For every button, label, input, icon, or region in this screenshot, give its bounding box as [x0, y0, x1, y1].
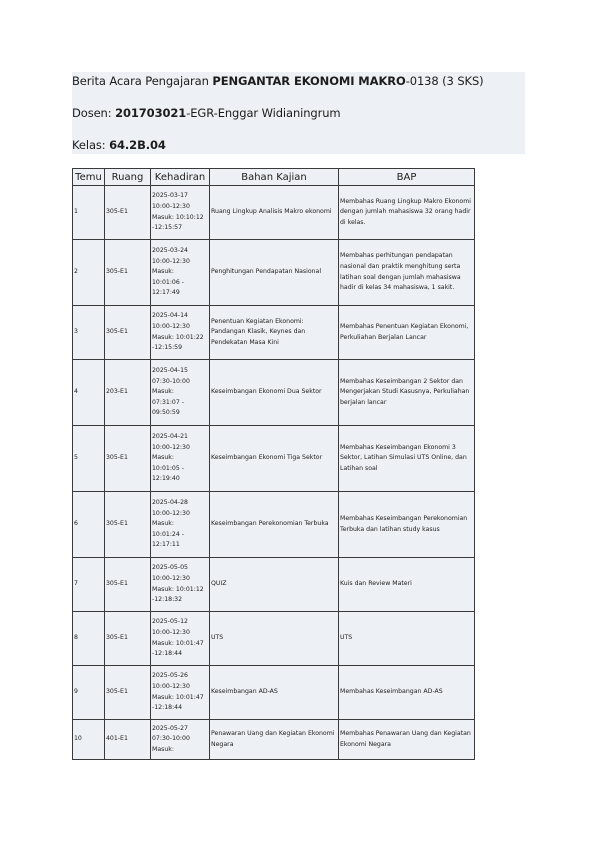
cell-kehadiran [151, 186, 210, 240]
cell-ruang: 305-E1 [105, 558, 151, 612]
cell-kehadiran [151, 612, 210, 666]
col-header-temu: Temu [73, 169, 105, 186]
kehadiran-line: 07:31:07 - [152, 398, 184, 406]
cell-bahan-kajian: Keseimbangan Ekonomi Dua Sektor [210, 360, 339, 426]
cell-bap: Membahas Ruang Lingkup Makro Ekonomi dengan jumlah mahasiswa 32 orang hadir di kelas. [339, 186, 475, 240]
kehadiran-line: 12:17:11 [152, 541, 180, 549]
table-row [73, 240, 475, 306]
cell-temu: 9 [73, 666, 105, 720]
col-header-kehadiran: Kehadiran [151, 169, 210, 186]
kehadiran-line: 10:00-12:30 [152, 574, 190, 582]
document-header [72, 72, 525, 154]
cell-bahan-kajian: Penentuan Kegiatan Ekonomi: Pandangan Klasik, Keynes dan Pendekatan Masa Kini [210, 306, 339, 360]
col-header-bahan-kajian: Bahan Kajian [210, 169, 339, 186]
col-header-ruang: Ruang [105, 169, 151, 186]
cell-temu: 8 [73, 612, 105, 666]
cell-ruang: 305-E1 [105, 492, 151, 558]
cell-temu: 3 [73, 306, 105, 360]
cell-temu: 10 [73, 720, 105, 760]
cell-temu: 1 [73, 186, 105, 240]
kehadiran-line: Masuk: 10:01:12 [152, 585, 204, 593]
title-line [72, 74, 484, 88]
course-name: PENGANTAR EKONOMI MAKRO [212, 74, 406, 88]
kehadiran-line: 10:00-12:30 [152, 682, 190, 690]
kehadiran-line: 10:01:06 - [152, 278, 184, 286]
col-header-bap: BAP [339, 169, 475, 186]
table-header-row [73, 169, 475, 186]
kehadiran-line: 10:00-12:30 [152, 443, 190, 451]
cell-temu: 2 [73, 240, 105, 306]
kehadiran-line: Masuk: 10:01:22 [152, 333, 204, 341]
cell-kehadiran [151, 558, 210, 612]
cell-bahan-kajian: Keseimbangan Perekonomian Terbuka [210, 492, 339, 558]
cell-bahan-kajian: Keseimbangan Ekonomi Tiga Sektor [210, 426, 339, 492]
table-row [73, 612, 475, 666]
cell-bap: Membahas Penentuan Kegiatan Ekonomi, Perkuliahan Berjalan Lancar [339, 306, 475, 360]
kehadiran-line: Masuk: 10:01:47 [152, 639, 204, 647]
kehadiran-line: 12:19:40 [152, 475, 180, 483]
class-label: Kelas: [72, 138, 110, 152]
table-row [73, 306, 475, 360]
kehadiran-line: Masuk: [152, 454, 174, 462]
kehadiran-line: 2025-05-05 [152, 564, 188, 572]
kehadiran-line: 2025-04-15 [152, 367, 188, 375]
kehadiran-line: 10:01:05 - [152, 464, 184, 472]
cell-bap: UTS [339, 612, 475, 666]
cell-bap: Membahas Keseimbangan 2 Sektor dan Mengerjakan Studi Kasusnya, Perkuliahan berjalan lancar [339, 360, 475, 426]
kehadiran-line: 10:00-12:30 [152, 628, 190, 636]
table-row [73, 492, 475, 558]
cell-kehadiran [151, 360, 210, 426]
table-row [73, 186, 475, 240]
cell-temu: 4 [73, 360, 105, 426]
cell-ruang: 305-E1 [105, 306, 151, 360]
cell-kehadiran [151, 492, 210, 558]
kehadiran-line: -12:15:57 [152, 224, 183, 232]
cell-ruang: 203-E1 [105, 360, 151, 426]
title-prefix: Berita Acara Pengajaran [72, 74, 213, 88]
kehadiran-line: 10:00-12:30 [152, 509, 190, 517]
kehadiran-line: 2025-04-21 [152, 433, 188, 441]
kehadiran-line: 07:30-10:00 [152, 377, 190, 385]
kehadiran-line: -12:18:44 [152, 704, 183, 712]
kehadiran-line: Masuk: [152, 268, 174, 276]
cell-kehadiran [151, 720, 210, 760]
cell-bahan-kajian: Penghitungan Pendapatan Nasional [210, 240, 339, 306]
kehadiran-line: Masuk: 10:10:12 [152, 213, 204, 221]
kehadiran-line: 2025-05-27 [152, 724, 188, 732]
kehadiran-line: -12:18:32 [152, 596, 183, 604]
kehadiran-line: 2025-05-26 [152, 672, 188, 680]
kehadiran-line: -12:15:59 [152, 344, 183, 352]
cell-bap: Membahas Penawaran Uang dan Kegiatan Ekonomi Negara [339, 720, 475, 760]
lecturer-id: 201703021 [115, 106, 187, 120]
kehadiran-line: 2025-03-24 [152, 247, 188, 255]
cell-ruang: 305-E1 [105, 240, 151, 306]
attendance-table [72, 168, 475, 760]
cell-temu: 6 [73, 492, 105, 558]
cell-kehadiran [151, 426, 210, 492]
table-row [73, 720, 475, 760]
kehadiran-line: 09:50:59 [152, 409, 180, 417]
cell-kehadiran [151, 240, 210, 306]
class-line [72, 138, 166, 152]
lecturer-name: -EGR-Enggar Widianingrum [186, 106, 341, 120]
kehadiran-line: Masuk: [152, 745, 174, 753]
kehadiran-line: 2025-04-14 [152, 312, 188, 320]
cell-ruang: 401-E1 [105, 720, 151, 760]
kehadiran-line: Masuk: 10:01:47 [152, 693, 204, 701]
course-suffix: -0138 (3 SKS) [405, 74, 484, 88]
cell-bap: Membahas Keseimbangan AD-AS [339, 666, 475, 720]
lecturer-line [72, 106, 341, 120]
cell-ruang: 305-E1 [105, 612, 151, 666]
cell-bahan-kajian: QUIZ [210, 558, 339, 612]
cell-ruang: 305-E1 [105, 666, 151, 720]
kehadiran-line: 10:00-12:30 [152, 202, 190, 210]
table-row [73, 360, 475, 426]
table-row [73, 558, 475, 612]
cell-kehadiran [151, 666, 210, 720]
kehadiran-line: 2025-05-12 [152, 618, 188, 626]
kehadiran-line: Masuk: [152, 520, 174, 528]
table-row [73, 426, 475, 492]
kehadiran-line: 2025-03-17 [152, 192, 188, 200]
kehadiran-line: 10:00-12:30 [152, 322, 190, 330]
cell-temu: 7 [73, 558, 105, 612]
cell-bap: Membahas perhitungan pendapatan nasional dan praktik menghitung serta latihan soal dengan jumlah mahasiswa hadir di kelas 34 mahasiswa, 1 sakit. [339, 240, 475, 306]
cell-bap: Kuis dan Review Materi [339, 558, 475, 612]
cell-bahan-kajian: Keseimbangan AD-AS [210, 666, 339, 720]
cell-temu: 5 [73, 426, 105, 492]
cell-ruang: 305-E1 [105, 426, 151, 492]
cell-bap: Membahas Keseimbangan Ekonomi 3 Sektor, Latihan Simulasi UTS Online, dan Latihan soal [339, 426, 475, 492]
kehadiran-line: 2025-04-28 [152, 499, 188, 507]
lecturer-label: Dosen: [72, 106, 116, 120]
kehadiran-line: 10:00-12:30 [152, 257, 190, 265]
kehadiran-line: 07:30-10:00 [152, 735, 190, 743]
class-value: 64.2B.04 [109, 138, 166, 152]
kehadiran-line: -12:18:44 [152, 650, 183, 658]
kehadiran-line: Masuk: [152, 388, 174, 396]
cell-bahan-kajian: Ruang Lingkup Analisis Makro ekonomi [210, 186, 339, 240]
cell-bahan-kajian: UTS [210, 612, 339, 666]
table-row [73, 666, 475, 720]
cell-kehadiran [151, 306, 210, 360]
cell-bahan-kajian: Penawaran Uang dan Kegiatan Ekonomi Negara [210, 720, 339, 760]
cell-ruang: 305-E1 [105, 186, 151, 240]
kehadiran-line: 10:01:24 - [152, 530, 184, 538]
kehadiran-line: 12:17:49 [152, 289, 180, 297]
cell-bap: Membahas Keseimbangan Perekonomian Terbuka dan latihan study kasus [339, 492, 475, 558]
